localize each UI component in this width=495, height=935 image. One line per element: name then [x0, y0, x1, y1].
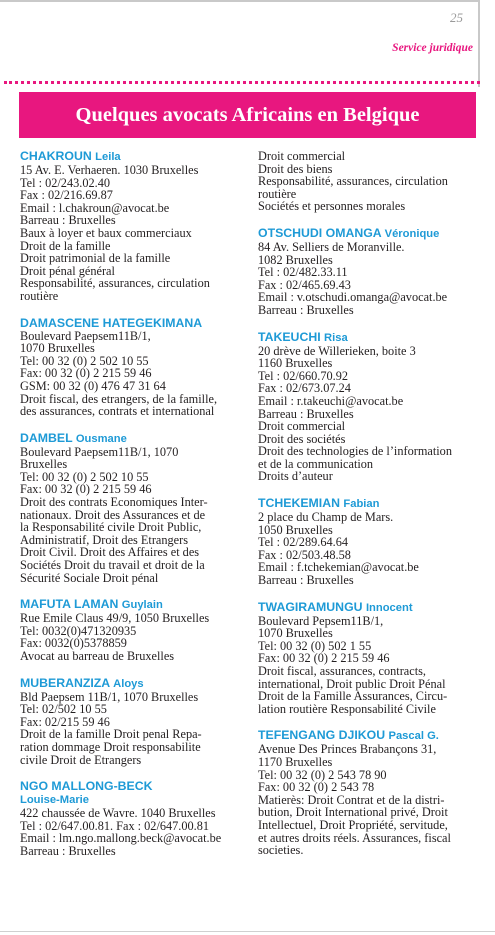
entry-detail-line: Droit des sociétés — [258, 431, 346, 446]
entry-detail-line: 1070 Bruxelles — [20, 341, 95, 356]
entry-detail-line: 2 place du Champ de Mars. — [258, 510, 394, 525]
lawyer-given-name: Fabian — [343, 498, 380, 511]
entry-detail-line: Bld Paepsem 11B/1, 1070 Bruxelles — [20, 689, 199, 704]
lawyer-family-name: CHAKROUN — [20, 149, 92, 163]
entry-detail-line: 1050 Bruxelles — [258, 522, 333, 537]
entry-detail-line: Droit des biens — [258, 161, 333, 176]
entry-detail-line: Email : l.chakroun@avocat.be — [20, 200, 170, 215]
entry-detail-line: Avocat au barreau de Bruxelles — [20, 649, 175, 663]
entry-detail-line: 1082 Bruxelles — [258, 252, 333, 267]
entry-detail-line: Sociétés et personnes morales — [258, 199, 406, 214]
entry-detail-line: 1170 Bruxelles — [258, 754, 333, 769]
entry-detail-line: Droits d’auteur — [258, 469, 333, 484]
entry-detail-line: Tel: 00 32 (0) 2 502 10 55 — [20, 469, 149, 484]
entry-detail-line: Avenue Des Princes Brabançons 31, — [258, 742, 437, 757]
entry-detail-line: Droit fiscal, assurances, contracts, — [258, 664, 426, 678]
entry-detail-line: routière — [20, 288, 59, 303]
entry-detail-line: Droit de la famille — [20, 238, 111, 253]
entry-detail-line: bution, Droit International privé, Droit — [258, 805, 448, 820]
lawyer-name — [258, 497, 480, 511]
entry-detail-line: Droit des contrats Economiques Inter- — [20, 495, 208, 510]
entry-detail-line: Tel : 02/647.00.81. Fax : 02/647.00.81 — [20, 818, 210, 833]
lawyer-family-name: MAFUTA LAMAN — [20, 597, 119, 612]
lawyer-family-name: OTSCHUDI OMANGA — [258, 225, 382, 240]
entry-detail-line: Fax : 02/503.48.58 — [258, 547, 351, 562]
lawyer-family-name: TEFENGANG DJIKOU — [258, 728, 386, 743]
entry-detail-line: Intellectuel, Droit Propriété, servitude, — [258, 817, 448, 832]
entry-detail-line: nationaux. Droit des Assurances et de — [20, 507, 206, 522]
entry-detail-line: Bruxelles — [20, 457, 68, 472]
entry-detail-line: Barreau : Bruxelles — [20, 213, 116, 228]
lawyer-family-name: DAMASCENE HATEGEKIMANA — [20, 315, 203, 330]
entry-detail-line: Tel: 02/502 10 55 — [20, 702, 107, 717]
lawyer-entry — [258, 601, 480, 716]
entry-detail-line: civile Droit de Etrangers — [20, 752, 142, 767]
entry-detail-line: 84 Av. Selliers de Moranville. — [258, 239, 405, 254]
entry-detail-line: Tel : 02/660.70.92 — [258, 368, 348, 383]
entry-detail-line: Fax : 02/465.69.43 — [258, 277, 351, 292]
lawyer-given-name: Innocent — [365, 601, 413, 614]
lawyer-family-name: MUBERANZIZA — [20, 675, 110, 690]
entry-detail-line: ration dommage Droit responsabilite — [20, 739, 201, 754]
lawyer-entry — [258, 331, 480, 484]
entry-detail-line: Fax: 02/215 59 46 — [20, 714, 110, 729]
lawyer-family-name: NGO MALLONG-BECK — [20, 779, 153, 794]
lawyer-given-name: Louise-Marie — [20, 794, 90, 807]
entry-detail-line: Barreau : Bruxelles — [258, 302, 354, 317]
entry-detail-line: Email : v.otschudi.omanga@avocat.be — [258, 290, 448, 305]
lawyer-family-name: TAKEUCHI — [258, 329, 321, 344]
entry-detail-line: Email : f.tchekemian@avocat.be — [258, 560, 419, 575]
page-number: 25 — [450, 10, 463, 25]
lawyer-name — [258, 729, 480, 743]
entry-detail-line: Droit pénal général — [20, 263, 115, 278]
lawyer-given-name: Véronique — [384, 227, 440, 240]
section-title: Service juridique — [392, 42, 473, 54]
lawyer-entry — [20, 598, 245, 662]
entry-detail-line: Tel: 00 32 (0) 2 543 78 90 — [258, 767, 387, 782]
entry-detail-line: Droit commercial — [258, 419, 346, 434]
entry-detail-line: Tel: 0032(0)471320935 — [20, 623, 137, 638]
lawyer-entry — [20, 432, 245, 585]
right-column — [258, 150, 480, 871]
entry-detail-line: et de la communication — [258, 456, 374, 471]
entry-detail-line: GSM: 00 32 (0) 476 47 31 64 — [20, 378, 166, 393]
entry-detail-line: Fax : 02/673.07.24 — [258, 381, 351, 396]
entry-detail-line: Sécurité Sociale Droit pénal — [20, 570, 159, 585]
lawyer-name — [20, 793, 245, 807]
lawyer-given-name: Aloys — [113, 677, 144, 690]
lawyer-family-name: TCHEKEMIAN — [258, 496, 340, 511]
lawyer-entry — [20, 150, 245, 303]
entry-detail-line: Responsabilité, assurances, circulation — [258, 174, 448, 189]
entry-detail-line: Fax : 02/216.69.87 — [20, 188, 113, 203]
entry-detail-line: Fax: 00 32 (0) 2 215 59 46 — [20, 366, 152, 381]
entry-detail-line: international, Droit public Droit Pénal — [258, 676, 446, 691]
entry-detail-line: Matierès: Droit Contrat et de la distri- — [258, 792, 445, 807]
lawyer-entry — [258, 729, 480, 856]
lawyer-given-name: Risa — [324, 331, 348, 344]
entry-detail-line: Droit patrimonial de la famille — [20, 251, 171, 266]
bottom-rule — [0, 931, 495, 932]
entry-detail-line: 1160 Bruxelles — [258, 356, 333, 371]
entry-detail-line: Droit de la famille Droit penal Repa- — [20, 727, 202, 742]
lawyer-entry — [20, 677, 245, 767]
entry-detail-line: des assurances, contrats et international — [20, 404, 215, 419]
entry-detail-line: 422 chaussée de Wavre. 1040 Bruxelles — [20, 806, 216, 821]
lawyer-given-name: Pascal G. — [388, 730, 439, 743]
lawyer-name — [258, 601, 480, 615]
entry-detail-line: Email : lm.ngo.mallong.beck@avocat.be — [20, 831, 222, 846]
entry-detail-line: Administratif, Droit des Etrangers — [20, 532, 189, 547]
entry-detail-line: Sociétés Droit du travail et droit de la — [20, 558, 205, 573]
entry-detail-line: Fax: 00 32 (0) 2 215 59 46 — [258, 651, 390, 666]
top-rule — [0, 0, 478, 2]
lawyer-family-name: TWAGIRAMUNGU — [258, 599, 363, 614]
entry-detail-line: Barreau : Bruxelles — [258, 573, 354, 588]
entry-detail-line: Fax: 00 32 (0) 2 543 78 — [258, 780, 375, 795]
lawyer-entry — [20, 317, 245, 418]
side-rule — [478, 0, 480, 87]
entry-detail-line: Barreau : Bruxelles — [258, 406, 354, 421]
entry-detail-line: Boulevard Paepsem11B/1, — [20, 328, 151, 343]
lawyer-entry — [258, 227, 480, 317]
entry-detail-line: Droit fiscal, des etrangers, de la famille, — [20, 391, 218, 406]
entry-detail-line: Tel : 02/482.33.11 — [258, 265, 348, 280]
entry-detail-line: Email : r.takeuchi@avocat.be — [258, 393, 404, 408]
entry-detail-line: routière — [258, 186, 297, 201]
entry-detail-line: Droit commercial — [258, 149, 346, 163]
entry-detail-line: 20 drève de Willerieken, boite 3 — [258, 343, 416, 358]
lawyer-name — [258, 227, 480, 241]
entry-detail-line: societies. — [258, 843, 304, 858]
dotted-divider — [4, 81, 480, 84]
lawyer-name — [20, 780, 245, 793]
entry-detail-line: Tel : 02/243.02.40 — [20, 175, 110, 190]
lawyer-name — [20, 432, 245, 446]
lawyer-name — [20, 150, 245, 164]
entry-detail-line: Droit de la Famille Assurances, Circu- — [258, 689, 448, 704]
entry-detail-line: Rue Emile Claus 49/9, 1050 Bruxelles — [20, 611, 210, 626]
lawyer-name — [20, 598, 245, 612]
entry-detail-line: Fax: 00 32 (0) 2 215 59 46 — [20, 482, 152, 497]
lawyer-entry — [258, 497, 480, 587]
entry-detail-line: Tel: 00 32 (0) 2 502 10 55 — [20, 353, 149, 368]
entry-detail-line: Droit des technologies de l’information — [258, 444, 452, 459]
page-title: Quelques avocats Africains en Belgique — [19, 92, 476, 138]
entry-detail-line: Barreau : Bruxelles — [20, 843, 116, 858]
lawyer-entry — [258, 150, 480, 213]
entry-detail-line: Baux à loyer et baux commerciaux — [20, 225, 192, 240]
entry-detail-line: Boulevard Paepsem11B/1, 1070 — [20, 444, 179, 459]
entry-detail-line: Fax: 0032(0)5378859 — [20, 636, 127, 651]
left-column — [20, 150, 245, 872]
lawyer-entry — [20, 780, 245, 857]
lawyer-name — [258, 331, 480, 345]
entry-detail-line: Responsabilité, assurances, circulation — [20, 276, 210, 291]
lawyer-given-name: Leila — [95, 151, 121, 163]
lawyer-name — [20, 317, 245, 330]
entry-detail-line: et autres droits réels. Assurances, fiscal — [258, 830, 451, 845]
entry-detail-line: Droit Civil. Droit des Affaires et des — [20, 545, 200, 560]
lawyer-given-name: Guylain — [121, 599, 163, 612]
entry-detail-line: 15 Av. E. Verhaeren. 1030 Bruxelles — [20, 163, 199, 177]
lawyer-given-name: Ousmane — [75, 432, 127, 445]
lawyer-name — [20, 677, 245, 691]
entry-detail-line: la Responsabilité civile Droit Public, — [20, 520, 202, 535]
entry-detail-line: Boulevard Pepsem11B/1, — [258, 613, 384, 628]
lawyer-family-name: DAMBEL — [20, 430, 73, 445]
entry-detail-line: lation routière Responsabilité Civile — [258, 701, 436, 716]
entry-detail-line: Tel: 00 32 (0) 502 1 55 — [258, 638, 372, 653]
entry-detail-line: 1070 Bruxelles — [258, 626, 333, 641]
entry-detail-line: Tel : 02/289.64.64 — [258, 535, 348, 550]
